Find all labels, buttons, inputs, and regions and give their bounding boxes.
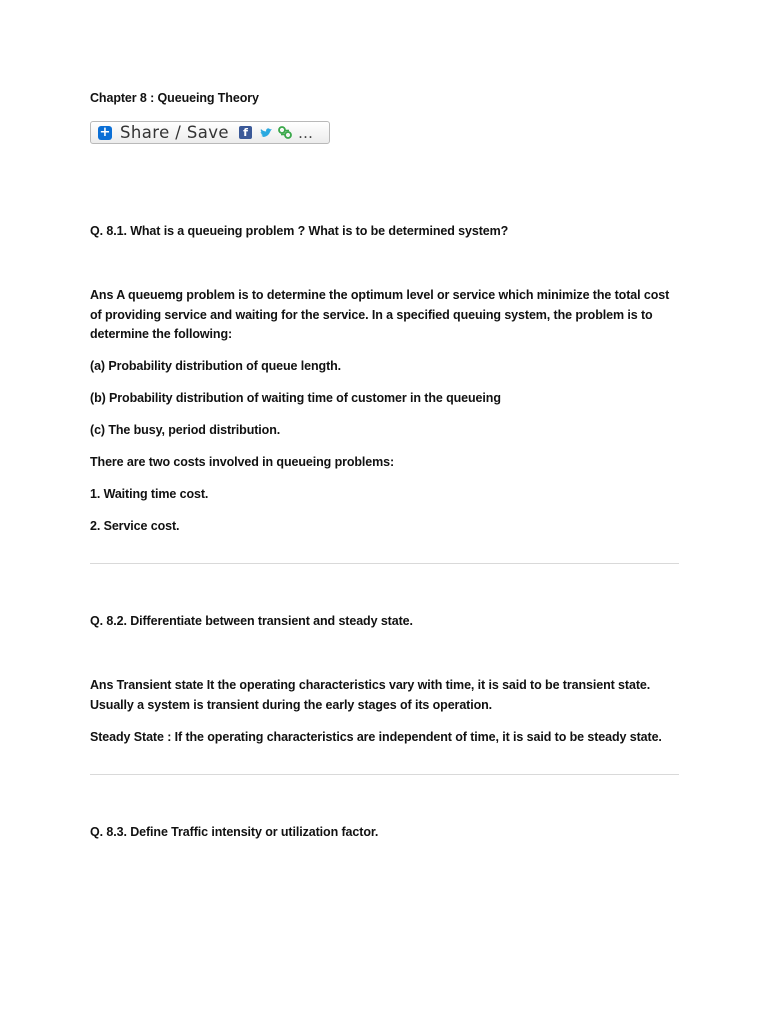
question-8-3: Q. 8.3. Define Traffic intensity or utilization factor.: [90, 825, 379, 839]
plus-icon: +: [99, 124, 111, 140]
facebook-icon[interactable]: f: [239, 126, 252, 139]
twitter-icon[interactable]: [259, 127, 273, 139]
share-service-icon[interactable]: [278, 126, 292, 139]
list-item: 2. Service cost.: [90, 519, 180, 533]
answer-paragraph: Steady State : If the operating characteristics are independent of time, it is said to be steady state.: [90, 730, 662, 744]
more-options[interactable]: …: [297, 123, 314, 142]
section-divider: [90, 774, 679, 775]
list-item: (a) Probability distribution of queue length.: [90, 359, 342, 373]
share-save-button[interactable]: [90, 121, 330, 144]
share-save-label: Share / Save: [120, 123, 229, 142]
answer-paragraph: Ans Transient state It the operating characteristics vary with time, it is said to be transient state. Usually a system is transient during the early stages of its operation.: [90, 678, 651, 712]
answer-paragraph: Ans A queuemg problem is to determine the optimum level or service which minimize the total cost of providing service and waiting for the service. In a specified queuing system, the problem is to determine the following:: [90, 288, 670, 341]
section-divider: [90, 563, 679, 564]
chapter-title: Chapter 8 : Queueing Theory: [90, 91, 259, 105]
list-item: (c) The busy, period distribution.: [90, 423, 281, 437]
list-item: (b) Probability distribution of waiting time of customer in the queueing: [90, 391, 501, 405]
question-8-1: Q. 8.1. What is a queueing problem ? What is to be determined system?: [90, 224, 509, 238]
question-8-2: Q. 8.2. Differentiate between transient and steady state.: [90, 614, 413, 628]
list-item: 1. Waiting time cost.: [90, 487, 209, 501]
answer-paragraph: There are two costs involved in queueing problems:: [90, 455, 395, 469]
